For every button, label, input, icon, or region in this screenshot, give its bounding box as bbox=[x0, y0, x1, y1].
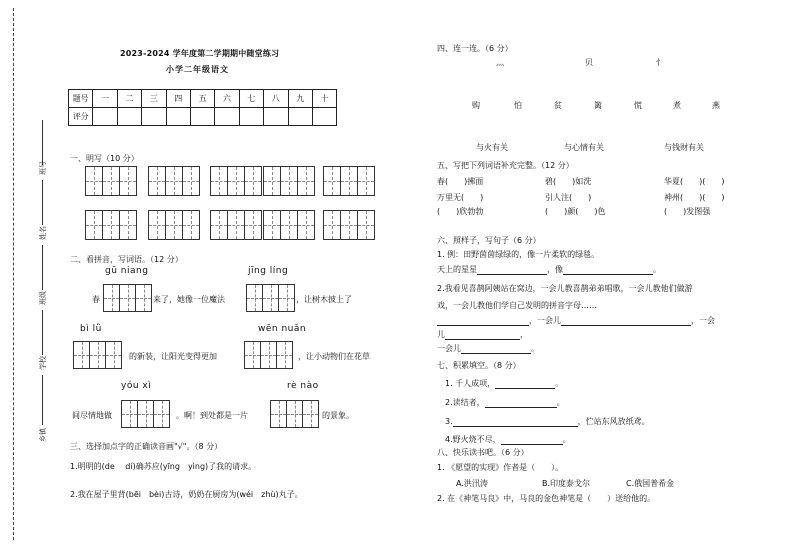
section-7-title: 七、积累填空。（8 分） bbox=[437, 361, 521, 370]
s5-r3-3: ( )发图强 bbox=[664, 207, 711, 216]
writing-grid[interactable] bbox=[323, 210, 375, 240]
answer-grid[interactable] bbox=[270, 400, 319, 428]
s5-r1-1: 春( )拂面 bbox=[437, 177, 484, 186]
answer-blank[interactable] bbox=[461, 353, 531, 354]
score-cell[interactable] bbox=[93, 108, 117, 126]
writing-grid[interactable] bbox=[148, 210, 200, 240]
s3-question-1: 1.明明的(de dí)确苏应(yīng yìng)了我的请求。 bbox=[70, 462, 257, 471]
s6-l1b: ，像 bbox=[547, 265, 563, 274]
section-3-title: 三、选择加点字的正确读音画"√"。（8 分） bbox=[70, 442, 223, 451]
char-4: 篱 bbox=[594, 101, 602, 110]
s3-question-2: 2.我在屋子里背(bēi bèi)古诗，奶奶在厨房为(wéi zhù)丸子。 bbox=[70, 490, 303, 499]
writing-grid[interactable] bbox=[210, 166, 262, 196]
s7-q2-text: 2.读结者， bbox=[445, 398, 485, 407]
char-2: 怕 bbox=[514, 101, 522, 110]
side-label-5: 乡镇 bbox=[39, 428, 47, 442]
score-cell[interactable] bbox=[190, 108, 214, 126]
pinyin-5: yóu xì bbox=[121, 381, 152, 391]
field-line-4 bbox=[42, 310, 43, 355]
s6-line-4: 一会儿 。 bbox=[437, 344, 539, 353]
section-4-title: 四、连一连。（6 分） bbox=[437, 44, 513, 53]
score-cell[interactable] bbox=[117, 108, 141, 126]
answer-blank[interactable] bbox=[561, 325, 691, 326]
pinyin-4: wēn nuǎn bbox=[258, 324, 307, 334]
answer-blank[interactable] bbox=[501, 444, 563, 445]
s6-l2b: ，一会 bbox=[691, 316, 715, 325]
cell: 九 bbox=[288, 90, 312, 108]
cell: 八 bbox=[264, 90, 288, 108]
s7-q4: 4.野火烧不尽， 。 bbox=[445, 435, 571, 444]
score-value-row bbox=[69, 108, 337, 126]
score-header-row bbox=[69, 90, 337, 108]
binding-dashed-line bbox=[13, 8, 14, 540]
s2-text-2: 来了，她像一位魔法 bbox=[153, 295, 225, 304]
answer-blank[interactable] bbox=[485, 407, 557, 408]
cell: 六 bbox=[215, 90, 239, 108]
s8-option-c[interactable]: C.俄国普希金 bbox=[626, 479, 675, 488]
answer-grid[interactable] bbox=[103, 284, 152, 312]
field-line-1 bbox=[42, 120, 43, 165]
s6-line-3: 儿 ， bbox=[437, 330, 528, 339]
cell: 十 bbox=[312, 90, 336, 108]
s2-text-1: 春 bbox=[92, 295, 100, 304]
s7-q2: 2.读结者， 。 bbox=[445, 398, 565, 407]
field-line-2 bbox=[42, 180, 43, 225]
s7-q4-text: 4.野火烧不尽， bbox=[445, 435, 501, 444]
score-cell[interactable] bbox=[264, 108, 288, 126]
s7-q1: 1. 千人成项， 。 bbox=[445, 379, 564, 388]
s2-text-7: 。啊！到处都是一片 bbox=[176, 411, 248, 420]
s5-r3-1: ( )欣勃勃 bbox=[437, 207, 484, 216]
score-cell[interactable] bbox=[312, 108, 336, 126]
score-cell[interactable] bbox=[142, 108, 166, 126]
s2-text-5: ，让小动物们在花草 bbox=[298, 352, 370, 361]
s2-text-6: 间尽情地做 bbox=[72, 411, 112, 420]
s6-example-1: 1. 例：田野茵茵绿绿的，像一片柔软的绿毯。 bbox=[437, 250, 600, 259]
s8-option-b[interactable]: B.印度泰戈尔 bbox=[542, 479, 591, 488]
s5-r2-2: 引人注( ) bbox=[545, 193, 592, 202]
answer-blank[interactable] bbox=[563, 274, 653, 275]
cell: 二 bbox=[117, 90, 141, 108]
writing-grid[interactable] bbox=[148, 166, 200, 196]
s6-line-2 bbox=[437, 315, 715, 326]
s7-q3-num: 3. bbox=[445, 417, 453, 426]
writing-grid[interactable] bbox=[323, 166, 375, 196]
category-2: 与心情有关 bbox=[564, 143, 604, 152]
field-line-5 bbox=[42, 375, 43, 425]
writing-grid[interactable] bbox=[210, 210, 262, 240]
cell: 五 bbox=[190, 90, 214, 108]
section-8-title: 八、快乐读书吧。（6 分） bbox=[437, 448, 529, 457]
s5-r3-2: ( )颜( )色 bbox=[545, 207, 606, 216]
s6-l3b: 一会儿 bbox=[437, 344, 461, 353]
char-6: 煮 bbox=[673, 101, 681, 110]
score-cell[interactable] bbox=[239, 108, 263, 126]
s2-text-4: 的新装，让阳光变得更加 bbox=[129, 352, 217, 361]
s8-option-a[interactable]: A.洪汛涛 bbox=[456, 479, 488, 488]
category-1: 与火有关 bbox=[476, 143, 508, 152]
score-cell[interactable] bbox=[215, 108, 239, 126]
s2-text-8: 的景象。 bbox=[322, 411, 354, 420]
s6-l2a: ，一会儿 bbox=[529, 316, 561, 325]
s7-q3 bbox=[445, 416, 650, 427]
radical-3: 忄 bbox=[656, 58, 664, 67]
writing-grid[interactable] bbox=[85, 166, 137, 196]
s8-q1: 1. 《愿望的实现》作者是（ ）。 bbox=[437, 463, 564, 472]
side-label-3: 班级 bbox=[39, 291, 47, 305]
pinyin-3: bì lǜ bbox=[80, 324, 102, 334]
answer-blank[interactable] bbox=[445, 339, 520, 340]
side-label-2: 姓名 bbox=[39, 226, 47, 240]
cell: 七 bbox=[239, 90, 263, 108]
answer-grid[interactable] bbox=[73, 341, 122, 369]
side-label-1: 班号 bbox=[39, 161, 47, 175]
radical-2: 贝 bbox=[585, 58, 593, 67]
section-6-title: 六、照样子，写句子（6 分） bbox=[437, 236, 541, 245]
cell: 四 bbox=[166, 90, 190, 108]
category-3: 与钱财有关 bbox=[664, 143, 704, 152]
section-2-title: 二、看拼音，写词语。（12 分） bbox=[70, 255, 183, 264]
s5-r1-2: 碧( )如洗 bbox=[545, 177, 592, 186]
section-1-title: 一、明写（10 分） bbox=[70, 154, 139, 163]
answer-blank[interactable] bbox=[437, 325, 529, 326]
writing-grid[interactable] bbox=[85, 210, 137, 240]
s6-line-1: 天上的星星 ，像 。 bbox=[437, 265, 661, 274]
char-5: 慌 bbox=[634, 101, 642, 110]
writing-grid[interactable] bbox=[263, 166, 315, 196]
s5-r2-1: 万里无( ) bbox=[437, 193, 484, 202]
s5-r1-3: 华夏( )( ) bbox=[664, 177, 725, 186]
pinyin-6: rè nào bbox=[287, 381, 319, 391]
s8-q2: 2. 在《神笔马良》中，马良的金色神笔是（ ）送给他的。 bbox=[437, 494, 656, 503]
radical-1: 灬 bbox=[496, 58, 504, 67]
s7-q3-text: ，伫站东风放纸鸢。 bbox=[577, 417, 650, 426]
s6-l3a: 儿 bbox=[437, 330, 445, 339]
answer-blank[interactable] bbox=[495, 388, 555, 389]
char-3: 贫 bbox=[554, 101, 562, 110]
answer-grid[interactable] bbox=[244, 341, 293, 369]
s6-example-2: 2.我看见喜鹊阿姨站在窝边，一会儿教喜鹊弟弟唱歌，一会儿教他们做游 bbox=[437, 284, 693, 293]
cell: 一 bbox=[93, 90, 117, 108]
s2-text-3: ，让树木披上了 bbox=[296, 295, 352, 304]
answer-blank[interactable] bbox=[477, 274, 547, 275]
cell: 三 bbox=[142, 90, 166, 108]
section-5-title: 五、写把下列词语补充完整。（12 分） bbox=[437, 161, 574, 170]
pinyin-1: gū niang bbox=[105, 266, 149, 276]
field-line-3 bbox=[42, 245, 43, 290]
score-cell[interactable] bbox=[166, 108, 190, 126]
score-cell[interactable] bbox=[288, 108, 312, 126]
score-table bbox=[68, 89, 337, 126]
char-1: 购 bbox=[472, 101, 480, 110]
exam-title: 2023-2024 学年度第二学期期中随堂练习 bbox=[120, 49, 280, 58]
cell: 题号 bbox=[69, 90, 93, 108]
answer-grid[interactable] bbox=[121, 400, 170, 428]
s7-q1-text: 1. 千人成项， bbox=[445, 379, 496, 388]
s5-r2-3: 神州( )( ) bbox=[664, 193, 725, 202]
s6-example-2b: 戏，一会儿教他们学自己发明的拼音字母…… bbox=[437, 301, 597, 310]
s6-l1a: 天上的星星 bbox=[437, 265, 477, 274]
subject-title: 小学二年级语文 bbox=[166, 65, 229, 74]
answer-blank[interactable] bbox=[453, 426, 578, 427]
cell: 评分 bbox=[69, 108, 93, 126]
char-7: 燕 bbox=[712, 101, 720, 110]
answer-grid[interactable] bbox=[246, 284, 295, 312]
writing-grid[interactable] bbox=[263, 210, 315, 240]
pinyin-2: jīng líng bbox=[248, 266, 289, 276]
side-label-4: 学校 bbox=[39, 356, 47, 370]
